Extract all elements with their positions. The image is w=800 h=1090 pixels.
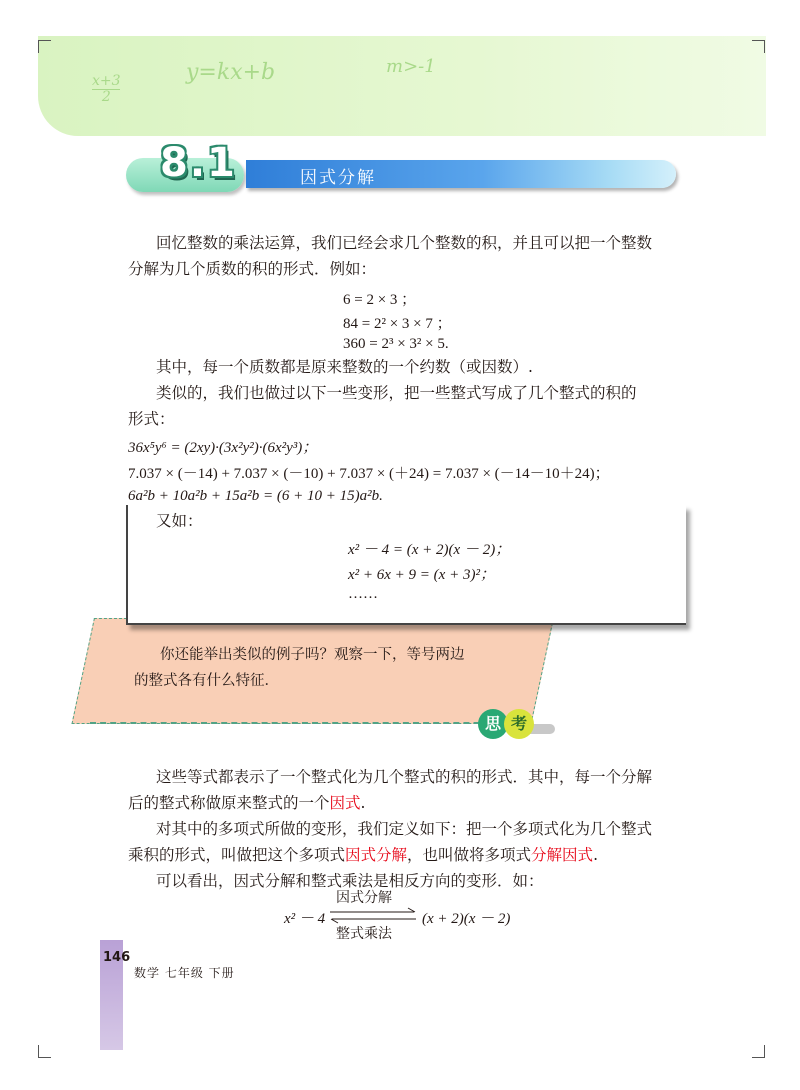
section-title: 因式分解 bbox=[300, 168, 376, 188]
intro-line-5: 形式： bbox=[128, 410, 175, 428]
term-factorization: 因式分解 bbox=[345, 846, 408, 864]
expr-like-terms: 6a²b + 10a²b + 15a²b = (6 + 10 + 15)a²b. bbox=[128, 488, 383, 504]
crop-mark-top-right bbox=[752, 40, 765, 53]
think-badge-si: 思 bbox=[478, 709, 508, 739]
body-line-4 bbox=[128, 844, 598, 866]
body-line-3: 对其中的多项式所做的变形，我们定义如下：把一个多项式化为几个整式 bbox=[156, 820, 653, 838]
relation-right: (x + 2)(x － 2) bbox=[422, 911, 511, 927]
also-diff-squares: x² － 4 = (x + 2)(x － 2)； bbox=[348, 542, 511, 558]
book-title: 数学 七年级 下册 bbox=[134, 966, 235, 980]
expr-decimal: 7.037 × (－14) + 7.037 × (－10) + 7.037 × (＋24) = 7.037 × (－14－10＋24)； bbox=[128, 466, 610, 482]
intro-line-1: 回忆整数的乘法运算，我们已经会求几个整数的积，并且可以把一个整数 bbox=[156, 234, 653, 252]
expr-monomial: 36x⁵y⁶ = (2xy)·(3x²y²)·(6x²y³)； bbox=[128, 440, 318, 456]
crop-mark-bottom-right bbox=[752, 1045, 765, 1058]
relation-left: x² － 4 bbox=[284, 911, 326, 927]
deco-linear-equation: y=kx+b bbox=[186, 60, 276, 85]
deco-inequality: m>-1 bbox=[386, 56, 436, 77]
section-number: 8.1 bbox=[160, 140, 237, 186]
term-factoring: 分解因式 bbox=[531, 846, 594, 864]
also-ellipsis: …… bbox=[348, 586, 378, 602]
body-line-4-mid: ，也叫做将多项式 bbox=[407, 846, 532, 864]
header-banner bbox=[38, 36, 766, 136]
relation-top-label: 因式分解 bbox=[336, 890, 392, 906]
think-question-2: 的整式各有什么特征． bbox=[134, 673, 279, 689]
thinking-box-baseline bbox=[90, 722, 530, 724]
page-number: 146 bbox=[103, 950, 131, 965]
example-6: 6 = 2 × 3 ； bbox=[343, 292, 417, 308]
deco-fraction: x+3 2 bbox=[92, 73, 121, 105]
intro-line-3: 其中，每一个质数都是原来整数的一个约数（或因数）. bbox=[156, 358, 533, 376]
also-label: 又如： bbox=[156, 512, 203, 530]
factor-relation bbox=[284, 890, 534, 942]
body-line-2 bbox=[128, 792, 365, 814]
also-perfect-square: x² + 6x + 9 = (x + 3)²； bbox=[348, 567, 495, 583]
example-360: 360 = 2³ × 3² × 5. bbox=[343, 336, 449, 352]
crop-mark-top-left bbox=[38, 40, 51, 53]
intro-line-4: 类似的，我们也做过以下一些变形，把一些整式写成了几个整式的积的 bbox=[156, 384, 637, 402]
body-line-4-pre: 乘积的形式，叫做把这个多项式 bbox=[128, 846, 346, 864]
term-factor: 因式 bbox=[329, 794, 361, 812]
body-line-5: 可以看出，因式分解和整式乘法是相反方向的变形．如： bbox=[156, 872, 544, 890]
body-line-2-pre: 后的整式称做原来整式的一个 bbox=[128, 794, 330, 812]
example-84: 84 = 2² × 3 × 7 ； bbox=[343, 316, 452, 332]
relation-bottom-label: 整式乘法 bbox=[336, 926, 392, 942]
body-line-1: 这些等式都表示了一个整式化为几个整式的积的形式．其中，每一个分解 bbox=[156, 768, 653, 786]
think-badge-kao: 考 bbox=[504, 709, 534, 739]
intro-line-2: 分解为几个质数的积的形式．例如： bbox=[128, 260, 377, 278]
body-line-4-post: . bbox=[593, 846, 598, 864]
think-question-1: 你还能举出类似的例子吗？观察一下，等号两边 bbox=[160, 647, 465, 663]
body-line-2-post: . bbox=[360, 794, 366, 812]
crop-mark-bottom-left bbox=[38, 1045, 51, 1058]
